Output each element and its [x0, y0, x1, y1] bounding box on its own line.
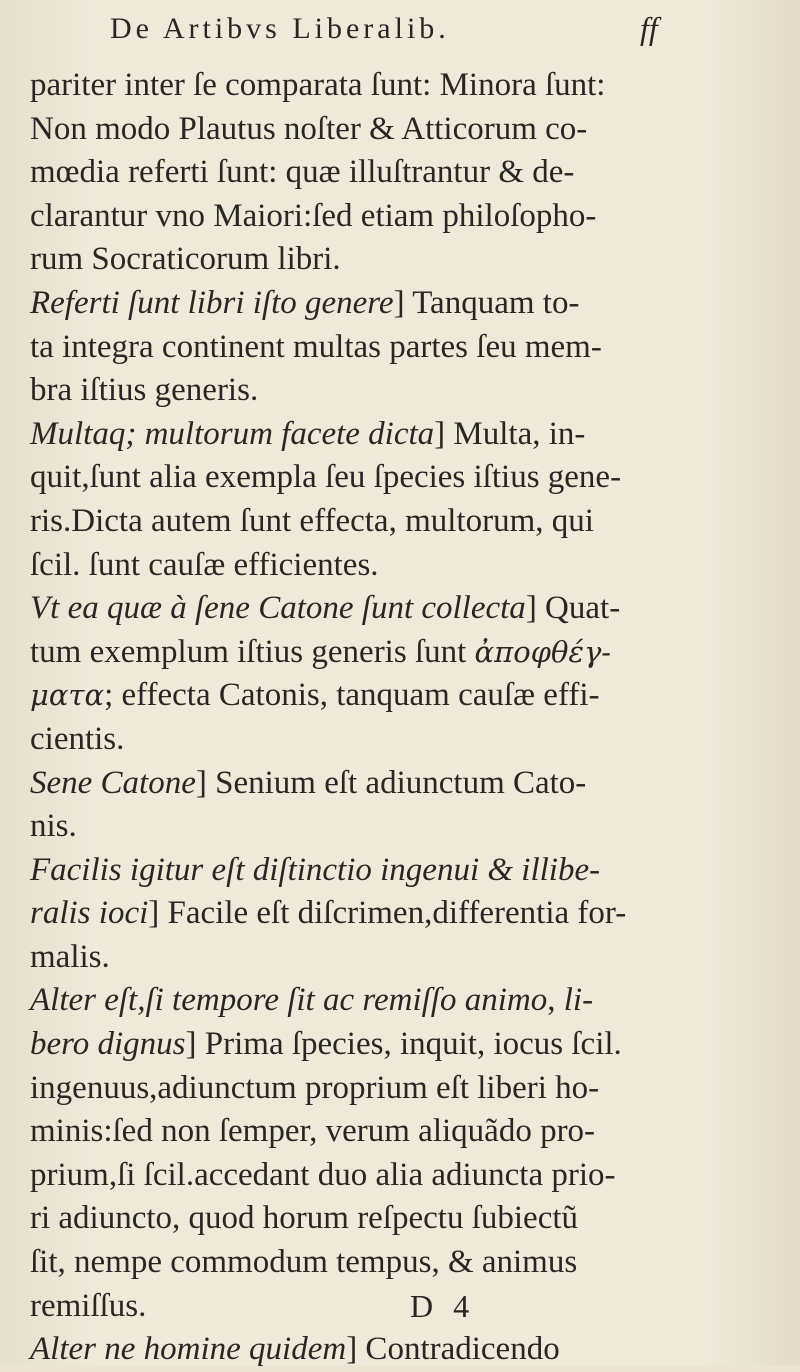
body-text: bra iſtius generis.: [30, 372, 259, 409]
body-text: ] Multa, in-: [434, 415, 586, 452]
greek-text: ματα: [30, 678, 105, 713]
body-text: prium,ſi ſcil.accedant duo alia adiuncta prio-: [30, 1156, 616, 1193]
text-line: [30, 151, 780, 195]
text-line: [30, 1110, 780, 1154]
text-line: [30, 326, 780, 370]
body-text: ; effecta Catonis, tanquam cauſæ effi-: [104, 677, 600, 714]
body-text: rum Socraticorum libri.: [30, 241, 341, 278]
lemma-text: Alter ne homine quidem: [30, 1331, 347, 1368]
body-text: ] Prima ſpecies, inquit, iocus ſcil.: [185, 1026, 622, 1063]
body-text: ] Quat-: [525, 590, 621, 627]
lemma-text: Vt ea quæ à ſene Catone ſunt collecta: [30, 590, 526, 627]
text-line: [30, 64, 780, 108]
text-line: [30, 762, 780, 806]
text-block: [30, 64, 780, 1372]
text-line: [30, 500, 780, 544]
text-line: [30, 1023, 780, 1067]
running-head: [0, 8, 800, 60]
body-text: clarantur vno Maiori:ſed etiam philoſopho-: [30, 197, 597, 234]
body-text: quit,ſunt alia exempla ſeu ſpecies iſtius gene-: [30, 459, 622, 496]
body-text: ] Senium eſt adiunctum Cato-: [195, 764, 587, 801]
text-line: [30, 282, 780, 326]
body-text: malis.: [30, 938, 110, 975]
text-line: [30, 892, 780, 936]
body-text: ſit, nempe commodum tempus, & animus: [30, 1244, 578, 1281]
lemma-text: ralis ioci: [30, 895, 149, 932]
text-line: [30, 1197, 780, 1241]
body-text: ] Facile eſt diſcrimen,differentia for-: [148, 895, 627, 932]
gathering-signature: D 4: [410, 1288, 476, 1324]
lemma-text: Alter eſt,ſi tempore ſit ac remiſſo animo: [30, 982, 548, 1019]
text-line: [30, 674, 780, 718]
body-text: ſcil. ſunt cauſæ efficientes.: [30, 546, 379, 583]
body-text: pariter inter ſe comparata ſunt: Minora ſunt:: [30, 67, 606, 103]
text-line: [30, 718, 780, 762]
text-line: [30, 631, 780, 675]
lemma-text: Facilis igitur eſt diſtinctio ingenui & illibe-: [30, 851, 601, 888]
body-text: ] Tanquam to-: [393, 284, 580, 321]
greek-text: ἀποφθέγ-: [474, 634, 612, 669]
lemma-text: Referti ſunt libri iſto genere: [30, 284, 394, 321]
body-text: ta integra continent multas partes ſeu mem-: [30, 328, 602, 365]
text-line: [30, 108, 780, 152]
body-text: minis:ſed non ſemper, verum aliquãdo pro-: [30, 1113, 596, 1150]
body-text: ri adiuncto, quod horum reſpectu ſubiectũ: [30, 1200, 579, 1237]
body-text: cientis.: [30, 720, 125, 757]
text-line: [30, 1154, 780, 1198]
body-text: Non modo Plautus noſter & Atticorum co-: [30, 110, 588, 147]
body-text: nis.: [30, 808, 77, 845]
text-line: [30, 369, 780, 413]
body-text: ingenuus,adiunctum proprium eſt liberi ho-: [30, 1069, 600, 1106]
text-line: [30, 1067, 780, 1111]
body-text: tum exemplum iſtius generis ſunt: [30, 633, 475, 670]
text-line: [30, 238, 780, 282]
text-line: [30, 805, 780, 849]
text-line: [30, 979, 780, 1023]
body-text: ] Contradicendo: [346, 1331, 560, 1368]
text-line: [30, 456, 780, 500]
page-footer: [0, 1288, 800, 1338]
signature-mark: ff: [640, 10, 658, 46]
text-line: [30, 195, 780, 239]
text-line: [30, 544, 780, 588]
lemma-text: Sene Catone: [30, 764, 196, 801]
running-head-title: De Artibvs Liberalib.: [110, 12, 450, 45]
body-text: mœdia referti ſunt: quæ illuſtrantur & de-: [30, 154, 575, 191]
text-line: [30, 587, 780, 631]
text-line: [30, 849, 780, 893]
body-text: ris.Dicta autem ſunt effecta, multorum, qui: [30, 502, 594, 539]
text-line: [30, 936, 780, 980]
text-line: [30, 413, 780, 457]
text-line: [30, 1241, 780, 1285]
lemma-text: Multaq; multorum facete dicta: [30, 415, 435, 452]
body-text: ,: [547, 982, 564, 1019]
body-text: remiſſus.: [30, 1287, 147, 1324]
lemma-text: bero dignus: [30, 1026, 186, 1063]
lemma-text: li-: [563, 982, 594, 1019]
